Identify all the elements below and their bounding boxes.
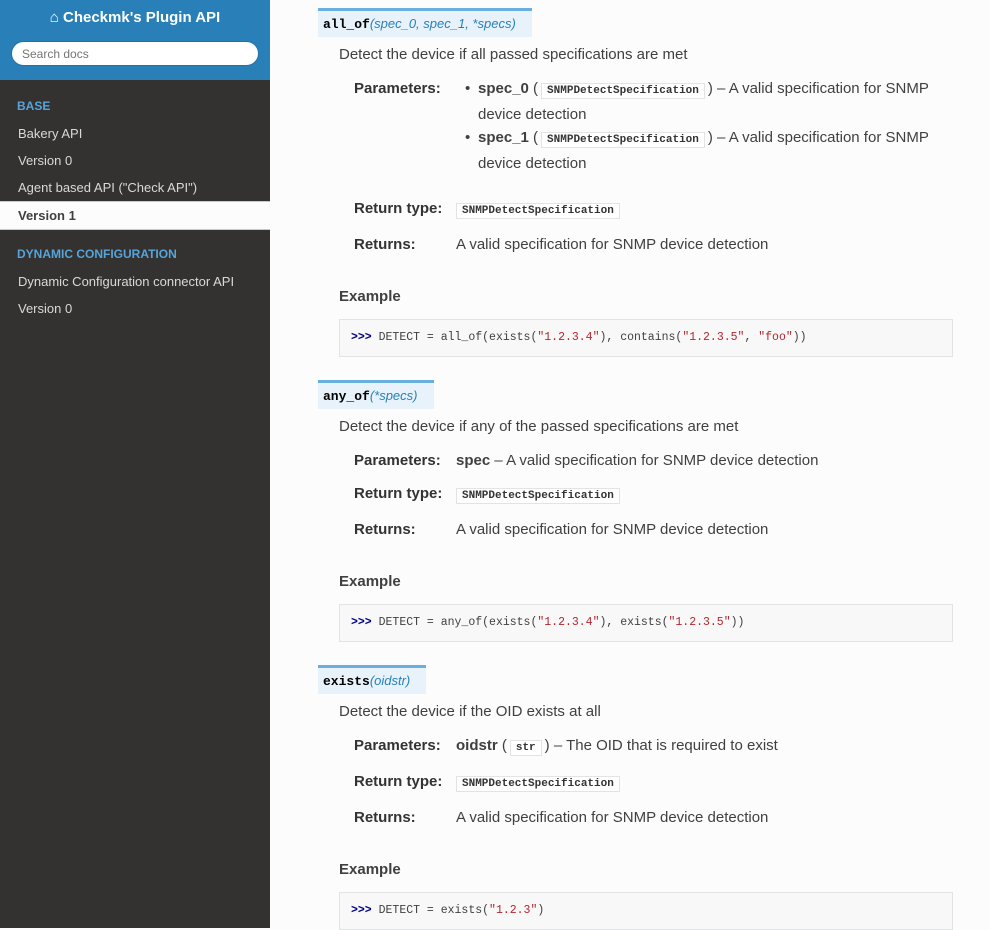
return-type-label: Return type: (354, 773, 443, 790)
code-example (339, 604, 953, 642)
code-text: ), contains( (599, 331, 683, 344)
site-title: Checkmk's Plugin API (63, 9, 221, 26)
paren: ( (533, 80, 539, 97)
parameters-label: Parameters: (354, 80, 441, 97)
code-string: "1.2.3" (489, 904, 538, 917)
code-example (339, 319, 953, 357)
dash: – (712, 129, 729, 146)
code-string: "foo" (758, 331, 793, 344)
returns-label: Returns: (354, 236, 416, 253)
return-type: SNMPDetectSpecification (456, 203, 620, 219)
code-prompt: >>> (351, 331, 372, 344)
param-type: str (510, 740, 542, 756)
paren: ) (707, 129, 713, 146)
param-name: spec_1 (478, 129, 529, 146)
function-description: Detect the device if the OID exists at all (339, 703, 601, 720)
returns-value: A valid specification for SNMP device detection (456, 236, 769, 253)
function-signature-all-of[interactable] (318, 8, 532, 37)
function-signature-any-of[interactable] (318, 380, 434, 409)
sidebar (0, 0, 270, 928)
nav-caption-dynamic-configuration: DYNAMIC CONFIGURATION (17, 247, 177, 261)
home-icon: ⌂ (49, 9, 59, 26)
returns-label: Returns: (354, 521, 416, 538)
nav-caption-base: BASE (17, 99, 51, 113)
code-text: )) (730, 616, 745, 629)
function-description: Detect the device if all passed specifications are met (339, 46, 688, 63)
dash: – (712, 80, 729, 97)
dash: – (549, 737, 567, 754)
nav-item-dynamic-configuration-connector-api[interactable]: Dynamic Configuration connector API (18, 274, 235, 289)
nav-item-bakery-version-0[interactable]: Version 0 (18, 153, 73, 168)
code-prompt: >>> (351, 904, 372, 917)
code-text: DETECT = exists( (371, 904, 490, 917)
search-input[interactable] (11, 41, 259, 66)
function-signature-exists[interactable] (318, 665, 426, 694)
example-heading: Example (339, 861, 401, 878)
nav-item-dyn-version-0[interactable]: Version 0 (18, 301, 73, 316)
main-content (318, 0, 958, 930)
param-name: spec (456, 452, 491, 469)
return-type: SNMPDetectSpecification (456, 776, 620, 792)
parameters-label: Parameters: (354, 452, 441, 469)
code-text: ), exists( (599, 616, 669, 629)
code-string: "1.2.3.4" (537, 331, 600, 344)
parameter-item (456, 77, 958, 126)
paren: ) (544, 737, 550, 754)
returns-label: Returns: (354, 809, 416, 826)
code-text: , (744, 331, 759, 344)
function-args: (*specs) (369, 388, 418, 403)
function-args: (oidstr) (369, 673, 411, 688)
home-link[interactable] (50, 9, 220, 26)
function-description: Detect the device if any of the passed specifications are met (339, 418, 739, 435)
param-name: spec_0 (478, 80, 529, 97)
nav-item-agent-based-api[interactable]: Agent based API ("Check API") (18, 180, 198, 195)
returns-value: A valid specification for SNMP device detection (456, 809, 769, 826)
example-heading: Example (339, 573, 401, 590)
returns-value: A valid specification for SNMP device detection (456, 521, 769, 538)
code-text: DETECT = all_of(exists( (371, 331, 538, 344)
code-prompt: >>> (351, 616, 372, 629)
nav-item-bakery-api[interactable]: Bakery API (18, 126, 83, 141)
paren: ( (533, 129, 539, 146)
function-args: (spec_0, spec_1, *specs) (369, 16, 516, 31)
function-name: exists (323, 674, 370, 689)
param-desc: The OID that is required to exist (566, 737, 778, 754)
param-type: SNMPDetectSpecification (541, 83, 705, 99)
paren: ( (501, 737, 507, 754)
code-string: "1.2.3.4" (537, 616, 600, 629)
param-type: SNMPDetectSpecification (541, 132, 705, 148)
code-text: ) (537, 904, 545, 917)
parameters-label: Parameters: (354, 737, 441, 754)
param-name: oidstr (456, 737, 498, 754)
return-type: SNMPDetectSpecification (456, 488, 620, 504)
code-string: "1.2.3.5" (668, 616, 731, 629)
return-type-label: Return type: (354, 485, 443, 502)
param-desc: A valid specification for SNMP device detection (478, 80, 929, 123)
param-desc: A valid specification for SNMP device detection (506, 452, 819, 469)
return-type-label: Return type: (354, 200, 443, 217)
function-name: all_of (323, 17, 370, 32)
parameter-item (456, 126, 958, 175)
paren: ) (707, 80, 713, 97)
code-text: )) (792, 331, 807, 344)
sidebar-header (0, 0, 270, 80)
example-heading: Example (339, 288, 401, 305)
nav-item-version-1[interactable]: Version 1 (0, 201, 270, 230)
code-example (339, 892, 953, 930)
dash: – (490, 452, 507, 469)
param-desc: A valid specification for SNMP device detection (478, 129, 929, 172)
code-text: DETECT = any_of(exists( (371, 616, 538, 629)
code-string: "1.2.3.5" (682, 331, 745, 344)
function-name: any_of (323, 389, 370, 404)
